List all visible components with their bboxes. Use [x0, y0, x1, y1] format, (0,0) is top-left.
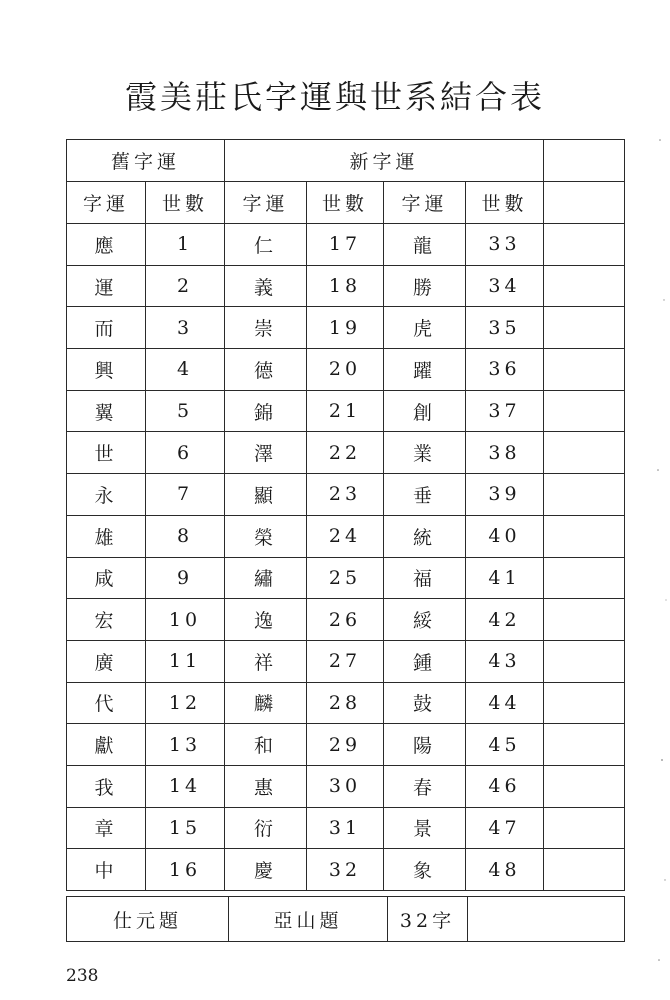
cell-new-gen-a: 30	[307, 765, 384, 807]
cell-new-gen-a: 19	[307, 307, 384, 349]
table-row	[67, 265, 625, 307]
column-header-char: 字運	[67, 182, 146, 224]
cell-old-char: 章	[67, 807, 146, 849]
cell-new-gen-b: 43	[466, 640, 544, 682]
cell-new-gen-b: 48	[466, 849, 544, 891]
column-header-gen: 世數	[146, 182, 225, 224]
cell-new-char-b: 象	[384, 849, 466, 891]
cell-new-char-b: 鼓	[384, 682, 466, 724]
cell-old-char: 運	[67, 265, 146, 307]
cell-old-gen: 4	[146, 349, 225, 391]
empty-cell	[544, 349, 625, 391]
cell-new-gen-b: 39	[466, 474, 544, 516]
empty-cell	[544, 474, 625, 516]
cell-new-char-a: 和	[225, 724, 307, 766]
cell-new-char-a: 繡	[225, 557, 307, 599]
cell-old-gen: 6	[146, 432, 225, 474]
cell-new-char-a: 義	[225, 265, 307, 307]
cell-new-char-b: 勝	[384, 265, 466, 307]
table-row	[67, 307, 625, 349]
cell-old-char: 咸	[67, 557, 146, 599]
cell-new-char-a: 慶	[225, 849, 307, 891]
table-row	[67, 682, 625, 724]
cell-new-gen-a: 25	[307, 557, 384, 599]
cell-new-gen-a: 22	[307, 432, 384, 474]
group-header-row	[67, 140, 625, 182]
table-row	[67, 474, 625, 516]
cell-old-char: 代	[67, 682, 146, 724]
empty-cell	[544, 224, 625, 266]
cell-new-char-b: 創	[384, 390, 466, 432]
empty-cell	[544, 807, 625, 849]
table-row	[67, 807, 625, 849]
cell-old-gen: 16	[146, 849, 225, 891]
footer-left: 仕元題	[67, 897, 229, 942]
cell-new-gen-a: 29	[307, 724, 384, 766]
empty-cell	[544, 515, 625, 557]
column-header-char: 字運	[225, 182, 307, 224]
cell-new-char-a: 澤	[225, 432, 307, 474]
footer-table	[66, 896, 625, 942]
cell-new-gen-a: 26	[307, 599, 384, 641]
cell-old-gen: 14	[146, 765, 225, 807]
table-row	[67, 557, 625, 599]
empty-cell	[544, 849, 625, 891]
cell-old-char: 獻	[67, 724, 146, 766]
cell-new-gen-a: 32	[307, 849, 384, 891]
cell-new-char-b: 統	[384, 515, 466, 557]
cell-new-char-b: 躍	[384, 349, 466, 391]
cell-new-char-a: 榮	[225, 515, 307, 557]
cell-new-char-a: 逸	[225, 599, 307, 641]
table-row	[67, 640, 625, 682]
cell-old-gen: 5	[146, 390, 225, 432]
cell-new-char-b: 業	[384, 432, 466, 474]
cell-new-gen-a: 18	[307, 265, 384, 307]
cell-new-char-b: 綏	[384, 599, 466, 641]
cell-old-char: 永	[67, 474, 146, 516]
empty-cell	[544, 724, 625, 766]
empty-cell	[544, 140, 625, 182]
cell-old-gen: 1	[146, 224, 225, 266]
cell-old-gen: 12	[146, 682, 225, 724]
group-old-header: 舊字運	[67, 140, 225, 182]
page-number: 238	[66, 966, 99, 986]
cell-new-char-b: 虎	[384, 307, 466, 349]
column-header-gen: 世數	[307, 182, 384, 224]
scan-specks	[640, 0, 670, 1000]
group-new-header: 新字運	[225, 140, 544, 182]
cell-new-gen-b: 35	[466, 307, 544, 349]
footer-count: 32字	[388, 897, 468, 942]
table-row	[67, 599, 625, 641]
cell-new-gen-b: 47	[466, 807, 544, 849]
cell-old-char: 而	[67, 307, 146, 349]
cell-old-gen: 3	[146, 307, 225, 349]
cell-new-gen-b: 40	[466, 515, 544, 557]
cell-old-char: 廣	[67, 640, 146, 682]
cell-new-gen-b: 38	[466, 432, 544, 474]
cell-new-char-b: 龍	[384, 224, 466, 266]
cell-old-gen: 9	[146, 557, 225, 599]
empty-cell	[544, 182, 625, 224]
cell-new-gen-a: 23	[307, 474, 384, 516]
cell-old-gen: 7	[146, 474, 225, 516]
cell-old-char: 世	[67, 432, 146, 474]
cell-old-char: 雄	[67, 515, 146, 557]
table-row	[67, 349, 625, 391]
column-header-char: 字運	[384, 182, 466, 224]
empty-cell	[544, 599, 625, 641]
cell-old-gen: 13	[146, 724, 225, 766]
cell-new-char-a: 惠	[225, 765, 307, 807]
cell-new-gen-b: 44	[466, 682, 544, 724]
cell-new-gen-a: 28	[307, 682, 384, 724]
cell-new-char-b: 福	[384, 557, 466, 599]
empty-cell	[544, 390, 625, 432]
cell-old-gen: 2	[146, 265, 225, 307]
cell-new-gen-b: 45	[466, 724, 544, 766]
cell-old-char: 應	[67, 224, 146, 266]
cell-new-char-a: 祥	[225, 640, 307, 682]
cell-new-char-b: 景	[384, 807, 466, 849]
cell-new-gen-a: 31	[307, 807, 384, 849]
column-header-gen: 世數	[466, 182, 544, 224]
cell-new-gen-b: 33	[466, 224, 544, 266]
cell-new-gen-b: 37	[466, 390, 544, 432]
cell-old-char: 中	[67, 849, 146, 891]
cell-new-gen-b: 34	[466, 265, 544, 307]
empty-cell	[544, 765, 625, 807]
cell-new-char-b: 陽	[384, 724, 466, 766]
table-row	[67, 849, 625, 891]
cell-new-char-b: 春	[384, 765, 466, 807]
cell-new-gen-b: 46	[466, 765, 544, 807]
cell-old-gen: 11	[146, 640, 225, 682]
empty-cell	[544, 682, 625, 724]
empty-cell	[544, 265, 625, 307]
cell-old-char: 宏	[67, 599, 146, 641]
cell-new-char-a: 衍	[225, 807, 307, 849]
cell-new-gen-a: 24	[307, 515, 384, 557]
table-row	[67, 765, 625, 807]
cell-new-gen-a: 20	[307, 349, 384, 391]
table-row	[67, 515, 625, 557]
footer-middle: 亞山題	[229, 897, 388, 942]
cell-new-char-a: 崇	[225, 307, 307, 349]
empty-cell	[544, 557, 625, 599]
empty-cell	[544, 307, 625, 349]
cell-new-char-a: 錦	[225, 390, 307, 432]
page-title: 霞美莊氏字運與世系結合表	[124, 78, 545, 116]
empty-cell	[468, 897, 625, 942]
genealogy-table	[66, 139, 625, 891]
cell-new-gen-a: 17	[307, 224, 384, 266]
cell-new-char-b: 鍾	[384, 640, 466, 682]
cell-new-char-a: 德	[225, 349, 307, 391]
cell-new-gen-b: 42	[466, 599, 544, 641]
cell-old-gen: 10	[146, 599, 225, 641]
table-row	[67, 390, 625, 432]
cell-new-gen-a: 27	[307, 640, 384, 682]
cell-new-gen-b: 41	[466, 557, 544, 599]
cell-new-char-a: 仁	[225, 224, 307, 266]
cell-new-gen-a: 21	[307, 390, 384, 432]
empty-cell	[544, 640, 625, 682]
cell-new-char-b: 垂	[384, 474, 466, 516]
cell-old-char: 我	[67, 765, 146, 807]
cell-old-char: 興	[67, 349, 146, 391]
table-row	[67, 724, 625, 766]
table-row	[67, 224, 625, 266]
cell-new-char-a: 麟	[225, 682, 307, 724]
footer-row	[67, 897, 625, 942]
cell-old-gen: 8	[146, 515, 225, 557]
empty-cell	[544, 432, 625, 474]
cell-old-gen: 15	[146, 807, 225, 849]
cell-old-char: 翼	[67, 390, 146, 432]
cell-new-char-a: 顯	[225, 474, 307, 516]
table-row	[67, 432, 625, 474]
cell-new-gen-b: 36	[466, 349, 544, 391]
column-header-row	[67, 182, 625, 224]
